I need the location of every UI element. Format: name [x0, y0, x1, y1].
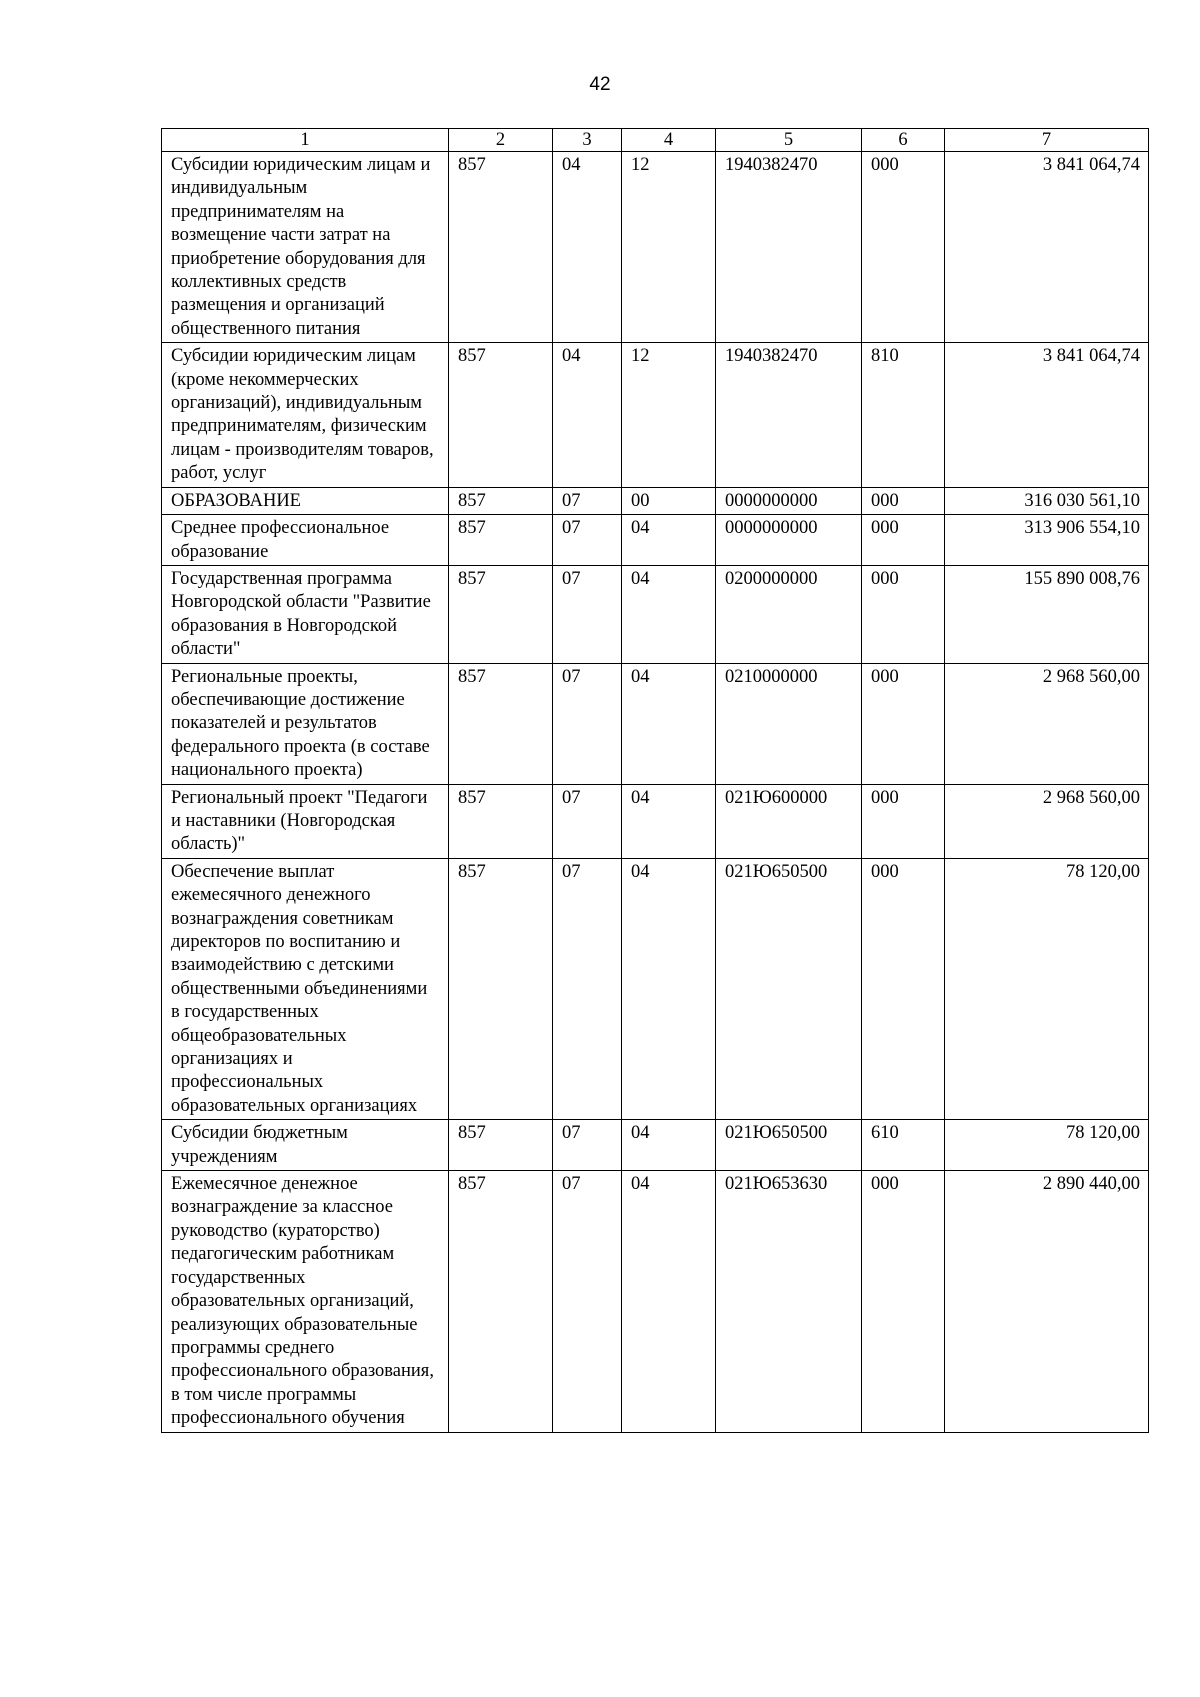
cell-target: 0200000000 — [716, 565, 862, 663]
cell-amount: 3 841 064,74 — [945, 343, 1149, 487]
cell-amount: 313 906 554,10 — [945, 515, 1149, 566]
row-name: Среднее профессиональное образование — [162, 515, 449, 566]
table-row — [162, 858, 1149, 1119]
cell-amount: 155 890 008,76 — [945, 565, 1149, 663]
cell-section: 07 — [553, 784, 622, 858]
table-row — [162, 1171, 1149, 1432]
column-header: 7 — [945, 129, 1149, 152]
budget-table — [161, 128, 1149, 1433]
cell-type: 810 — [862, 343, 945, 487]
cell-subsection: 04 — [622, 565, 716, 663]
table-header-row — [162, 129, 1149, 152]
column-header: 1 — [162, 129, 449, 152]
cell-target: 1940382470 — [716, 152, 862, 343]
row-name: Государственная программа Новгородской области "Развитие образования в Новгородской области" — [162, 565, 449, 663]
cell-amount: 78 120,00 — [945, 858, 1149, 1119]
cell-type: 000 — [862, 152, 945, 343]
cell-subsection: 04 — [622, 1120, 716, 1171]
row-name: Субсидии бюджетным учреждениям — [162, 1120, 449, 1171]
page-number: 42 — [589, 74, 611, 95]
row-name: ОБРАЗОВАНИЕ — [162, 487, 449, 514]
cell-subsection: 00 — [622, 487, 716, 514]
cell-subsection: 04 — [622, 784, 716, 858]
row-name: Ежемесячное денежное вознаграждение за классное руководство (кураторство) педагогическим работникам государственных образовательных организаций, реализующих образовательные программы среднего профессионального образования, в том числе программы профессионального обучения — [162, 1171, 449, 1432]
cell-section: 07 — [553, 515, 622, 566]
cell-code: 857 — [449, 565, 553, 663]
cell-code: 857 — [449, 663, 553, 784]
cell-code: 857 — [449, 1171, 553, 1432]
cell-section: 07 — [553, 487, 622, 514]
table-row — [162, 152, 1149, 343]
cell-type: 000 — [862, 858, 945, 1119]
cell-code: 857 — [449, 487, 553, 514]
table-row — [162, 487, 1149, 514]
column-header: 2 — [449, 129, 553, 152]
table-row — [162, 565, 1149, 663]
column-header: 4 — [622, 129, 716, 152]
cell-target: 021Ю650500 — [716, 858, 862, 1119]
cell-subsection: 04 — [622, 663, 716, 784]
cell-type: 000 — [862, 487, 945, 514]
cell-type: 000 — [862, 663, 945, 784]
cell-section: 07 — [553, 663, 622, 784]
cell-type: 000 — [862, 784, 945, 858]
cell-target: 021Ю650500 — [716, 1120, 862, 1171]
table-row — [162, 515, 1149, 566]
column-header: 5 — [716, 129, 862, 152]
column-header: 3 — [553, 129, 622, 152]
cell-amount: 2 890 440,00 — [945, 1171, 1149, 1432]
cell-target: 1940382470 — [716, 343, 862, 487]
cell-type: 000 — [862, 565, 945, 663]
cell-section: 07 — [553, 1171, 622, 1432]
cell-subsection: 04 — [622, 1171, 716, 1432]
cell-code: 857 — [449, 515, 553, 566]
cell-type: 000 — [862, 1171, 945, 1432]
cell-code: 857 — [449, 858, 553, 1119]
row-name: Региональный проект "Педагоги и наставники (Новгородская область)" — [162, 784, 449, 858]
cell-type: 000 — [862, 515, 945, 566]
cell-target: 021Ю653630 — [716, 1171, 862, 1432]
cell-section: 04 — [553, 343, 622, 487]
cell-section: 04 — [553, 152, 622, 343]
table-row — [162, 663, 1149, 784]
column-header: 6 — [862, 129, 945, 152]
cell-code: 857 — [449, 152, 553, 343]
cell-target: 0000000000 — [716, 487, 862, 514]
cell-subsection: 04 — [622, 515, 716, 566]
row-name: Субсидии юридическим лицам (кроме некоммерческих организаций), индивидуальным предпринимателям, физическим лицам - производителям товаров, работ, услуг — [162, 343, 449, 487]
cell-amount: 2 968 560,00 — [945, 663, 1149, 784]
table-row — [162, 784, 1149, 858]
cell-subsection: 12 — [622, 343, 716, 487]
cell-amount: 78 120,00 — [945, 1120, 1149, 1171]
cell-section: 07 — [553, 858, 622, 1119]
table-row — [162, 343, 1149, 487]
cell-type: 610 — [862, 1120, 945, 1171]
row-name: Региональные проекты, обеспечивающие достижение показателей и результатов федерального проекта (в составе национального проекта) — [162, 663, 449, 784]
cell-subsection: 04 — [622, 858, 716, 1119]
table-row — [162, 1120, 1149, 1171]
cell-target: 0210000000 — [716, 663, 862, 784]
cell-amount: 316 030 561,10 — [945, 487, 1149, 514]
row-name: Субсидии юридическим лицам и индивидуальным предпринимателям на возмещение части затрат на приобретение оборудования для коллективных средств размещения и организаций общественного питания — [162, 152, 449, 343]
cell-code: 857 — [449, 784, 553, 858]
cell-amount: 3 841 064,74 — [945, 152, 1149, 343]
cell-code: 857 — [449, 1120, 553, 1171]
row-name: Обеспечение выплат ежемесячного денежного вознаграждения советникам директоров по воспитанию и взаимодействию с детскими общественными объединениями в государственных общеобразовательных организациях и профессиональных образовательных организациях — [162, 858, 449, 1119]
cell-section: 07 — [553, 1120, 622, 1171]
cell-target: 021Ю600000 — [716, 784, 862, 858]
cell-amount: 2 968 560,00 — [945, 784, 1149, 858]
cell-target: 0000000000 — [716, 515, 862, 566]
cell-subsection: 12 — [622, 152, 716, 343]
cell-code: 857 — [449, 343, 553, 487]
cell-section: 07 — [553, 565, 622, 663]
